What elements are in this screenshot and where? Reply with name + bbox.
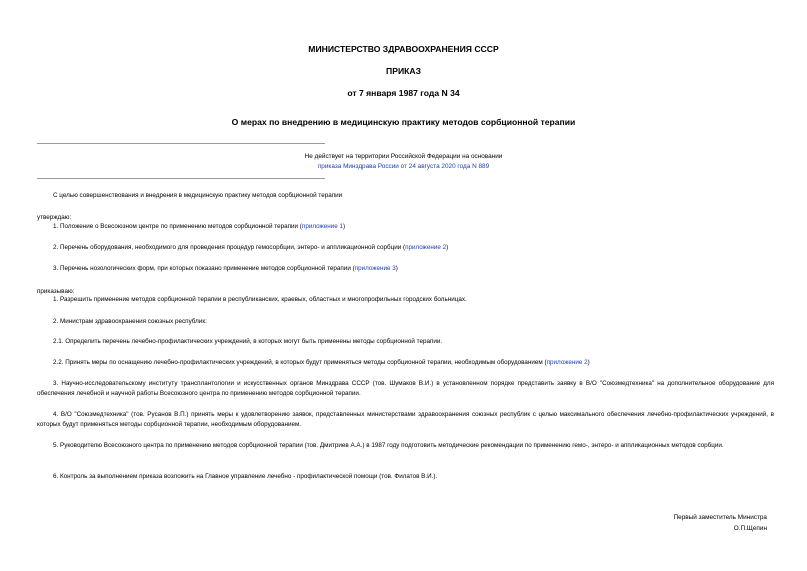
approve-item-tail: )	[446, 244, 449, 251]
appendix-1-link[interactable]: приложение 1	[301, 223, 343, 230]
order-item-3: 3. Научно-исследовательскому институту трансплантологии и искусственных органов Минздрава СССР (тов. Шумаков В.И.) в установленном порядке представить заявку в В/О "Союзмедтехника" на дополнительное оборудование для обеспечения лечебной и научной работы Всесоюзного центра по применению методов сорбционной терапии.	[37, 380, 774, 397]
approve-item-text: 1. Положение о Всесоюзном центре по применению методов сорбционной терапии (	[53, 223, 302, 230]
document-date-number: от 7 января 1987 года N 34	[347, 88, 460, 98]
divider-top	[37, 143, 325, 144]
approve-item-1	[37, 222, 774, 232]
order-item-2-2	[37, 358, 774, 368]
order-item-2-1: 2.1. Определить перечень лечебно-профилактических учреждений, в которых могут быть применены методы сорбционной терапии.	[53, 338, 443, 345]
order-item-2: 2. Министрам здравоохранения союзных республик:	[53, 318, 207, 325]
status-line: Не действует на территории Российской Федерации на основании	[304, 153, 503, 160]
order-item-5: 5. Руководителю Всесоюзного центра по применению методов сорбционной терапии (тов. Дмитриев А.А.) в 1987 году подготовить методические рекомендации по применению гемо-, энтеро- и аппликационных методов сорбции.	[53, 442, 724, 449]
ministry-heading: МИНИСТЕРСТВО ЗДРАВООХРАНЕНИЯ СССР	[308, 44, 499, 54]
signature-name: О.П.Щепин	[733, 525, 767, 532]
appendix-3-link[interactable]: приложение 3	[354, 265, 396, 272]
intro-paragraph: С целью совершенствования и внедрения в медицинскую практику методов сорбционной терапии	[53, 192, 343, 199]
status-notice	[0, 152, 807, 172]
approve-heading: утверждаю:	[37, 214, 72, 221]
order-heading: приказываю:	[37, 288, 75, 295]
approve-item-text: 3. Перечень нозологических форм, при которых показано применение методов сорбционной терапии (	[53, 265, 355, 272]
approve-item-tail: )	[395, 265, 398, 272]
approve-item-2	[37, 243, 774, 253]
approve-item-tail: )	[342, 223, 346, 230]
signature-block	[674, 512, 767, 534]
divider-bottom	[37, 178, 325, 179]
order-item-tail: )	[587, 359, 590, 366]
document-type: ПРИКАЗ	[386, 66, 421, 76]
appendix-2-link[interactable]: приложение 2	[405, 244, 447, 251]
order-item-1: 1. Разрешить применение методов сорбционной терапии в республиканских, краевых, областных и многопрофильных городских больницах.	[53, 296, 467, 303]
document-title: О мерах по внедрению в медицинскую практику методов сорбционной терапии	[231, 117, 576, 127]
approve-item-3	[37, 264, 774, 274]
status-link[interactable]: приказа Минздрава России от 24 августа 2020 года N 889	[317, 163, 490, 170]
approve-item-text: 2. Перечень оборудования, необходимого для проведения процедур гемосорбции, энтеро- и аппликационной сорбции (	[53, 244, 406, 251]
appendix-2-link-order[interactable]: приложение 2	[546, 359, 588, 366]
order-item-6: 6. Контроль за выполнением приказа возложить на Главное управление лечебно - профилактической помощи (тов. Филатов В.И.).	[53, 473, 438, 480]
order-item-text: 2.2. Принять меры по оснащению лечебно-профилактических учреждений, в которых будут применяться методы сорбционной терапии, необходимым оборудованием (	[53, 359, 547, 366]
signature-position: Первый заместитель Министра	[673, 514, 767, 521]
order-item-4: 4. В/О "Союзмедтехника" (тов. Русанов В.П.) принять меры к удовлетворению заявок, представленных министерствами здравоохранения союзных республик с целью максимального обеспечения лечебно-профилактических учреждений, в которых будут применяться методы сорбционной терапии, необходимым оборудованием.	[37, 411, 774, 428]
